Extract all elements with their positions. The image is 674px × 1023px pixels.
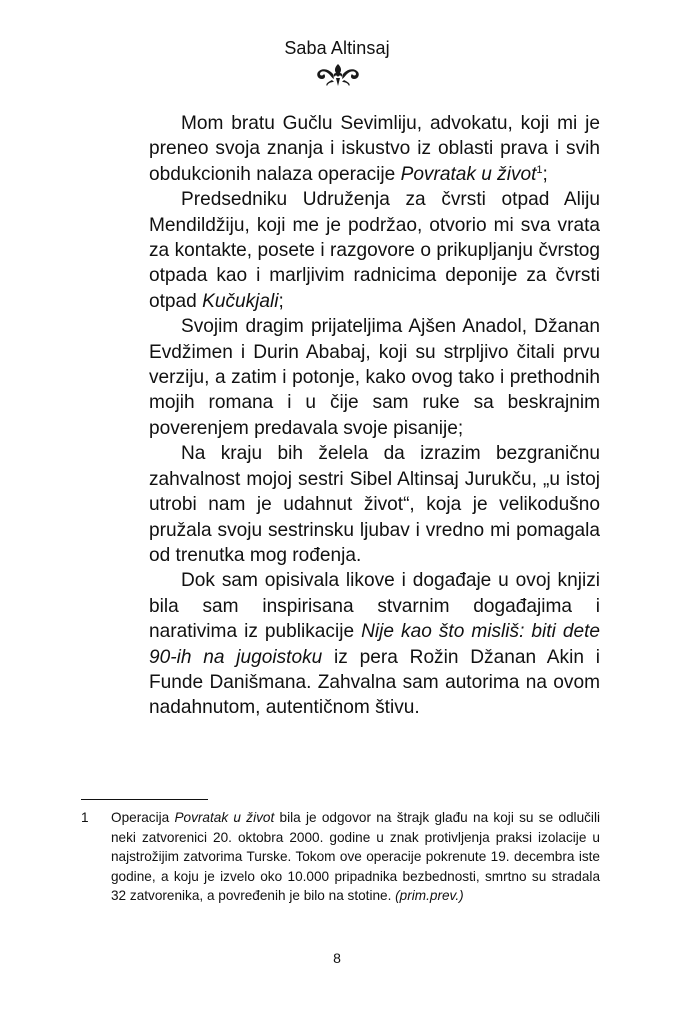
fleuron-ornament-icon xyxy=(312,62,364,88)
paragraph-inspiration xyxy=(149,568,600,720)
paragraph-text: ; xyxy=(542,163,548,185)
footnote-translator-note: (prim.prev.) xyxy=(395,888,464,904)
footnote-text-part: Operacija xyxy=(111,810,175,825)
paragraph-association xyxy=(149,187,600,314)
paragraph-sister: Na kraju bih želela da izrazim bezgraničnu zahvalnost mojoj sestri Sibel Altinsaj Jurukču, „u istoj utrobi nam je udahnut život“, koja je velikodušno pružala svoju sestrinsku ljubav i vredno mi pomagala od trenutka mog rođenja. xyxy=(149,443,600,566)
italic-place-name: Kučukjali xyxy=(202,290,279,312)
footnote-number: 1 xyxy=(81,810,89,825)
paragraph-text: Mom bratu Gučlu Sevimliju, advokatu, koji mi je preneo svoja znanja i iskustvo iz oblasti prava i svih obdukcionih nalaza operacije xyxy=(149,113,600,185)
footnote-reference: 1 xyxy=(536,164,543,177)
paragraph-text: Dok sam opisivala likove i događaje u ovoj knjizi bila sam inspirisana stvarnim događajima i narativima iz publikacije xyxy=(149,570,600,643)
italic-publication-title: Nije kao što misliš: biti dete 90-ih na jugoistoku xyxy=(149,621,600,668)
paragraph-text: Predsedniku Udruženja za čvrsti otpad Aliju Mendildžiju, koji me je podržao, otvorio mi sva vrata za kontakte, posete i razgovore o prikupljanju čvrstog otpada kao i marljivim radnicima deponije za čvrsti otpad xyxy=(149,189,600,312)
italic-operation-title: Povratak u život xyxy=(400,163,537,185)
paragraph-brother xyxy=(149,111,600,187)
paragraph-friends: Svojim dragim prijateljima Ajšen Anadol, Džanan Evdžimen i Durin Ababaj, koji su strpljivo čitali prvu verziju, a zatim i potonje, kako ovog tako i prethodnih mojih romana i u čije sam ruke sa beskrajnim poverenjem predavala svoje pisanije; xyxy=(149,316,600,439)
footnote xyxy=(81,808,600,906)
running-header-author: Saba Altinsaj xyxy=(284,38,390,58)
acknowledgements-text xyxy=(149,111,600,721)
page-number: 8 xyxy=(333,950,341,966)
paragraph-text: iz pera Rožin Džanan Akin i Funde Danišmana. Zahvalna sam autorima na ovom nadahnutom, autentičnom štivu. xyxy=(149,646,600,719)
footnote-text xyxy=(111,808,600,906)
footnote-text-part: bila je odgovor na štrajk glađu na koji su se odlučili neki zatvorenici 20. oktobra 2000. godine u znak protivljenja praksi izolacije u najstrožijim zatvorima Turske. Tokom ove operacije pokrenute 19. decembra iste godine, a koju je izvelo oko 10.000 pripadnika bezbednosti, smrtno su stradala 32 zatvorenika, a povređenih je bilo na stotine. xyxy=(111,810,600,904)
footnote-italic-title: Povratak u život xyxy=(174,810,275,825)
footnote-separator xyxy=(81,799,208,800)
paragraph-text: ; xyxy=(278,290,284,312)
